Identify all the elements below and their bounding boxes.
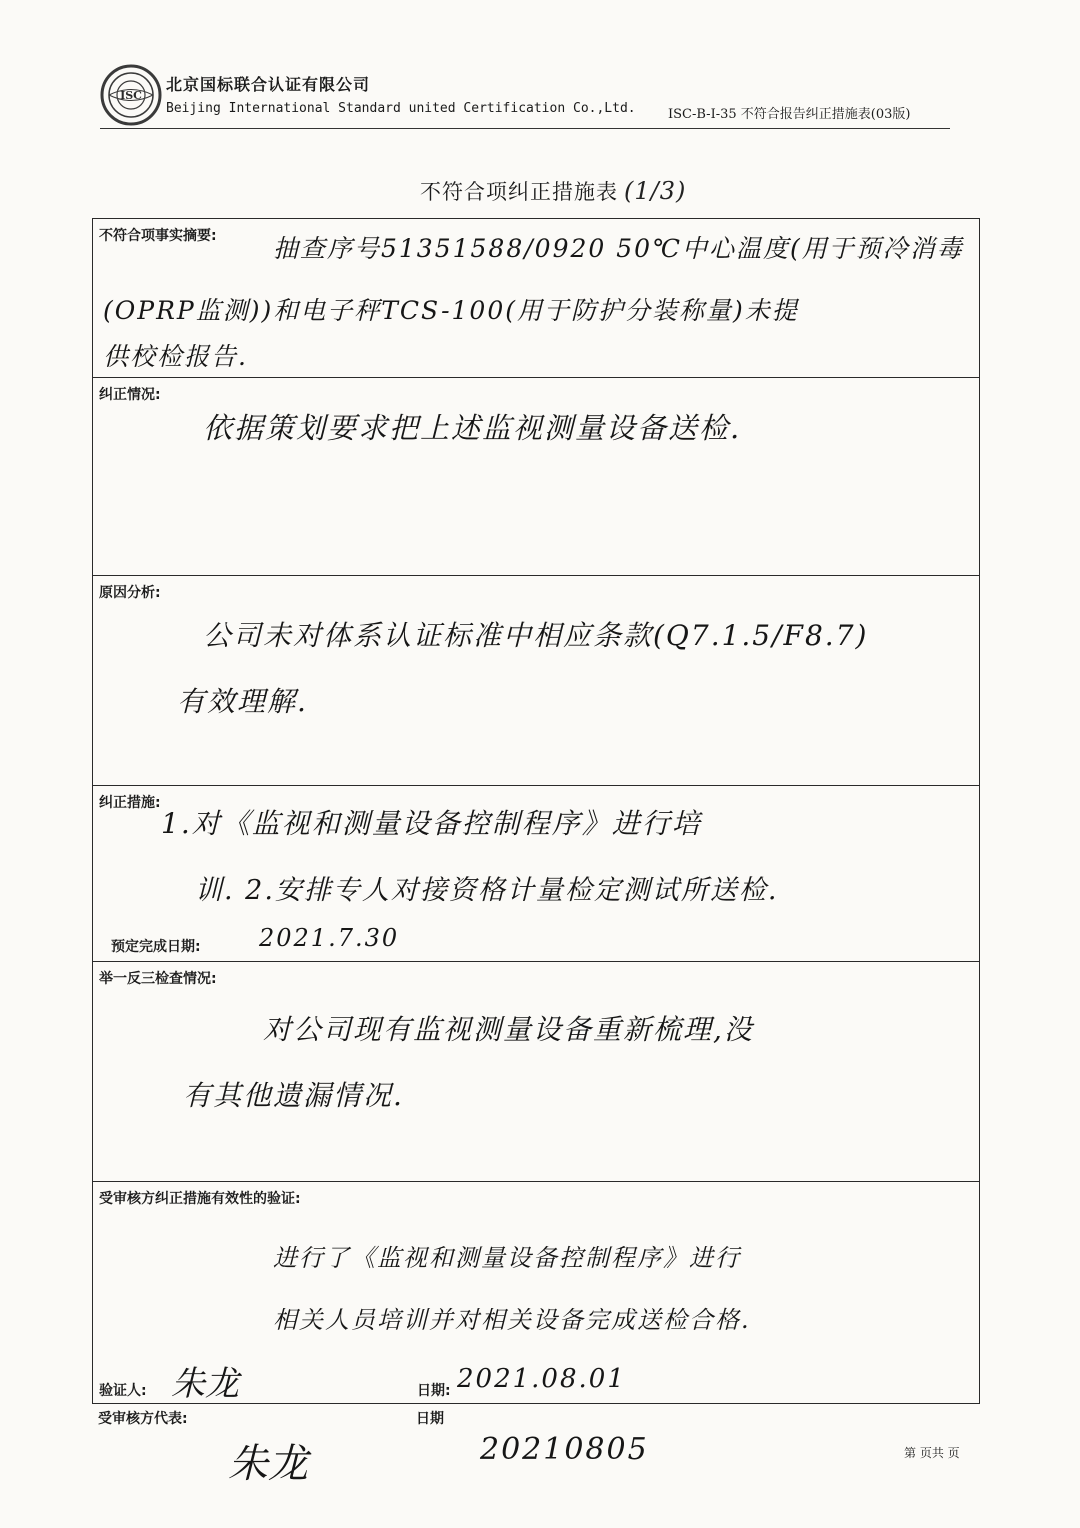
review-line-1: 对公司现有监视测量设备重新梳理,没 [263,1013,754,1046]
verification-date-value: 2021.08.01 [457,1364,626,1394]
measures-line-1: 1.对《监视和测量设备控制程序》进行培 [161,807,702,840]
due-date-value: 2021.7.30 [259,924,400,952]
section-measures [93,785,979,961]
company-name-cn: 北京国标联合认证有限公司 [166,75,371,94]
verifier-signature: 朱龙 [171,1364,239,1404]
representative-date-value: 20210805 [480,1432,649,1467]
measures-line-2: 训. 2.安排专人对接资格计量检定测试所送检. [195,875,779,906]
cause-line-2: 有效理解. [177,685,308,718]
section-cause [93,575,979,785]
form-code: ISC-B-I-35 不符合报告纠正措施表(03版) [668,107,911,122]
page-number: 第 页共 页 [904,1446,960,1460]
header-divider [100,128,950,129]
section-summary [93,219,979,377]
form-title-text: 不符合项纠正措施表 [420,180,618,204]
company-name-en: Beijing International Standard united Certification Co.,Ltd. [166,101,636,116]
cause-line-1: 公司未对体系认证标准中相应条款(Q7.1.5/F8.7) [203,619,869,652]
summary-label: 不符合项事实摘要: [99,228,217,244]
verification-line-1: 进行了《监视和测量设备控制程序》进行 [273,1244,741,1272]
measures-label: 纠正措施: [99,795,161,811]
svg-text:ISC: ISC [120,89,142,102]
summary-line-1: 抽查序号51351588/0920 50℃中心温度(用于预冷消毒 [273,234,964,263]
section-review [93,961,979,1181]
section-verification [93,1181,979,1405]
review-line-2: 有其他遗漏情况. [183,1079,404,1112]
cause-label: 原因分析: [99,585,161,601]
verification-label: 受审核方纠正措施有效性的验证: [99,1191,301,1207]
verifier-label: 验证人: [99,1383,147,1399]
form-title [420,176,686,206]
representative-label: 受审核方代表: [98,1411,188,1427]
due-date-label: 预定完成日期: [111,939,201,955]
representative-signature: 朱龙 [228,1441,308,1487]
verification-line-2: 相关人员培训并对相关设备完成送检合格. [273,1306,751,1334]
representative-date-label: 日期 [416,1411,444,1427]
corrective-action-table [92,218,980,1404]
verification-date-label: 日期: [417,1383,451,1399]
page-mark: (1/3) [624,177,687,205]
review-label: 举一反三检查情况: [99,971,217,987]
correction-line-1: 依据策划要求把上述监视测量设备送检. [203,411,742,445]
summary-line-3: 供校检报告. [103,342,248,371]
isc-logo-icon [100,64,162,126]
section-correction [93,377,979,575]
correction-label: 纠正情况: [99,387,161,403]
summary-line-2: (OPRP监测))和电子秤TCS-100(用于防护分装称量)未提 [103,296,799,325]
